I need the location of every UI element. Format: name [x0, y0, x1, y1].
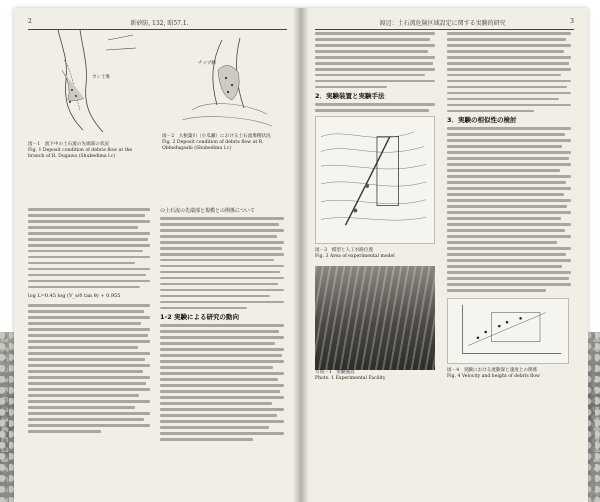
- fig1-caption-jp: 図－1 流下中の土石流の先端部の状況: [28, 142, 110, 147]
- section-3-title: 3．実験の相似性の検討: [447, 116, 517, 125]
- running-title: 渡辺：土石流危険区域設定に関する実験的研究: [379, 20, 506, 27]
- right-column-1: [315, 32, 435, 382]
- right-page-number: 3: [570, 18, 574, 25]
- fig4-caption-en: Fig. 4 Velocity and height of debris flow: [447, 373, 540, 379]
- fig2-caption-en: Fig. 2 Deposit condition of debris flow at R. Obbodugashi (Shubedima l.c): [162, 140, 264, 151]
- left-page: [14, 8, 301, 502]
- left-column-2-text: [160, 208, 284, 441]
- fig1-drawing: [28, 30, 146, 138]
- figure-2: [162, 30, 282, 152]
- left-side-text: の土石流の先端部と規模との関係について: [160, 208, 255, 214]
- photo1-experimental-facility: [315, 266, 435, 370]
- fig4-plot: [447, 298, 569, 364]
- fig2-drawing: [162, 30, 282, 130]
- left-page-header: [28, 18, 287, 30]
- fig1-label: カン土堆: [92, 75, 110, 80]
- fig3-caption-jp: 図－3 模型と人工水路位置: [315, 248, 374, 254]
- photo1-caption-jp: 写真－1 実験施設: [315, 370, 355, 376]
- section-2-title: 2．実験装置と実験手法: [315, 92, 385, 101]
- figure-1: [28, 30, 146, 160]
- right-page: [301, 8, 588, 502]
- right-column-2: [447, 32, 571, 380]
- fig2-label: チップ線: [198, 61, 216, 66]
- book-gutter: [293, 8, 309, 502]
- fig4-caption-jp: 図－4 実験における流動深と速度との関係: [447, 367, 538, 373]
- open-book: [14, 8, 588, 502]
- journal-title: 新砂防, 132, 昭57.1.: [130, 20, 189, 27]
- right-page-header: [315, 18, 574, 30]
- photo1-caption-en: Photo. 1 Experimental Facility: [315, 376, 386, 382]
- fig2-caption-jp: 図－2 大根葉川（小瓜瀬）における土石流堆積状況: [162, 134, 271, 139]
- left-column-1-text: [28, 208, 150, 433]
- left-page-number: 2: [28, 18, 32, 25]
- section-1-2-title: 1-2 実験による研究の動向: [160, 313, 240, 322]
- formula: log L=0.45 log (V_s/δ tan θ) + 0.955: [28, 293, 121, 300]
- fig1-caption-en: Fig. 1 Deposit condition of debris flow at the branch of R. Dugawa (Shubedima l.c): [28, 148, 133, 159]
- fig3-caption-en: Fig. 3 Area of experimental model: [315, 254, 395, 260]
- fig3-map: [315, 116, 435, 244]
